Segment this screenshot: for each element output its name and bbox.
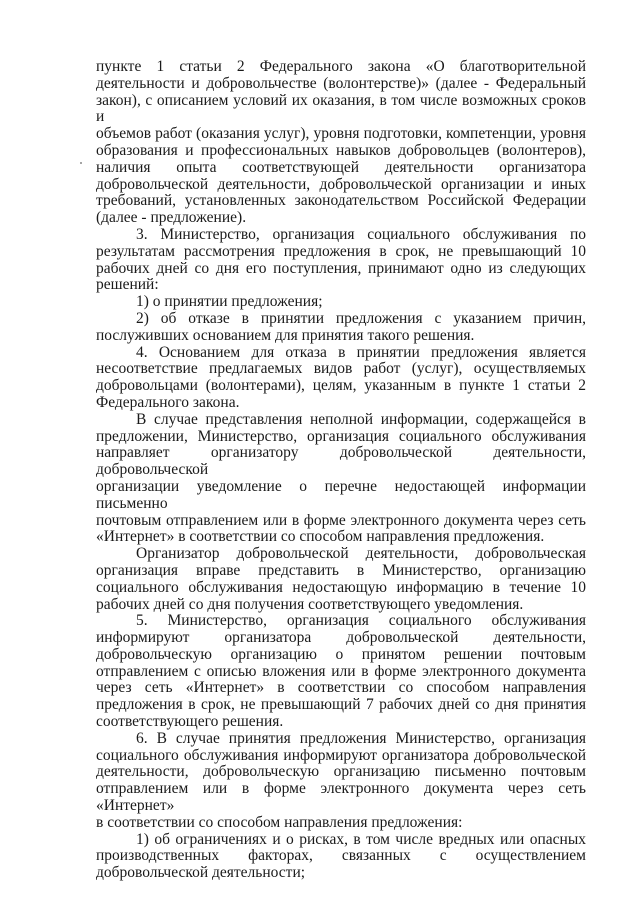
text-line: послуживших основанием для принятия такого решения. xyxy=(96,326,475,344)
text-line: организации уведомление о перечне недостающей информации письменно xyxy=(96,477,586,512)
text-line: предложении, Министерство, организация социального обслуживания xyxy=(96,427,586,445)
text-line: решений: xyxy=(96,276,159,294)
text-line: образования и профессиональных навыков добровольцев (волонтеров), xyxy=(96,141,586,159)
text-line: добровольческой деятельности, добровольческой организации и иных xyxy=(96,175,586,193)
text-line: информируют организатора добровольческой деятельности, xyxy=(96,629,586,647)
text-line: добровольцами (волонтерами), целям, указанным в пункте 1 статьи 2 xyxy=(96,377,586,395)
text-line: результатам рассмотрения предложения в срок, не превышающий 10 xyxy=(96,242,586,260)
text-line: 6. В случае принятия предложения Министерство, организация xyxy=(136,729,586,747)
document-page xyxy=(96,59,586,882)
text-line: 3. Министерство, организация социального обслуживания по xyxy=(136,225,586,243)
text-line: 2) об отказе в принятии предложения с указанием причин, xyxy=(136,309,586,327)
text-line: Федерального закона. xyxy=(96,393,240,411)
text-line: В случае представления неполной информации, содержащейся в xyxy=(136,410,586,428)
text-line: наличия опыта соответствующей деятельности организатора xyxy=(96,158,586,176)
text-line: деятельности, добровольческую организацию письменно почтовым xyxy=(96,763,586,781)
text-line: Организатор добровольческой деятельности, добровольческая xyxy=(136,545,586,563)
text-line: почтовым отправлением или в форме электронного документа через сеть xyxy=(96,511,586,529)
text-line: социального обслуживания информируют организатора добровольческой xyxy=(96,746,586,764)
text-line: в соответствии со способом направления предложения: xyxy=(96,813,463,831)
text-line: направляет организатору добровольческой деятельности, добровольческой xyxy=(96,444,586,479)
text-line: отправлением с описью вложения или в форме электронного документа xyxy=(96,662,586,680)
text-line: добровольческую организацию о принятом решении почтовым xyxy=(96,645,586,663)
text-line: (далее - предложение). xyxy=(96,209,247,227)
text-line: рабочих дней со дня получения соответствующего уведомления. xyxy=(96,595,524,613)
text-line: пункте 1 статьи 2 Федерального закона «О благотворительной xyxy=(96,58,586,75)
text-line: закон), с описанием условий их оказания, в том числе возможных сроков и xyxy=(96,91,586,126)
text-line: производственных факторах, связанных с осуществлением xyxy=(96,847,586,865)
text-line: отправлением или в форме электронного документа через сеть «Интернет» xyxy=(96,780,586,815)
text-line: несоответствие предлагаемых видов работ (услуг), осуществляемых xyxy=(96,360,586,378)
text-line: социального обслуживания недостающую информацию в течение 10 xyxy=(96,578,586,596)
text-line: добровольческой деятельности; xyxy=(96,864,306,882)
text-line: 1) об ограничениях и о рисках, в том числе вредных или опасных xyxy=(136,830,586,848)
text-line: деятельности и добровольчестве (волонтерстве)» (далее - Федеральный xyxy=(96,74,586,92)
text-line: 4. Основанием для отказа в принятии предложения является xyxy=(136,343,586,361)
text-line: предложения в срок, не превышающий 7 рабочих дней со дня принятия xyxy=(96,696,586,714)
text-line: через сеть «Интернет» в соответствии со способом направления xyxy=(96,679,586,697)
text-line: объемов работ (оказания услуг), уровня подготовки, компетенции, уровня xyxy=(96,125,586,143)
text-line: «Интернет» в соответствии со способом направления предложения. xyxy=(96,528,545,546)
text-line: 5. Министерство, организация социального обслуживания xyxy=(136,612,586,630)
scan-speck xyxy=(80,162,82,164)
text-line: организация вправе представить в Министерство, организацию xyxy=(96,561,586,579)
text-line: требований, установленных законодательством Российской Федерации xyxy=(96,192,586,210)
text-line: соответствующего решения. xyxy=(96,713,284,731)
text-line: 1) о принятии предложения; xyxy=(136,293,323,311)
text-line: рабочих дней со дня его поступления, принимают одно из следующих xyxy=(96,259,586,277)
